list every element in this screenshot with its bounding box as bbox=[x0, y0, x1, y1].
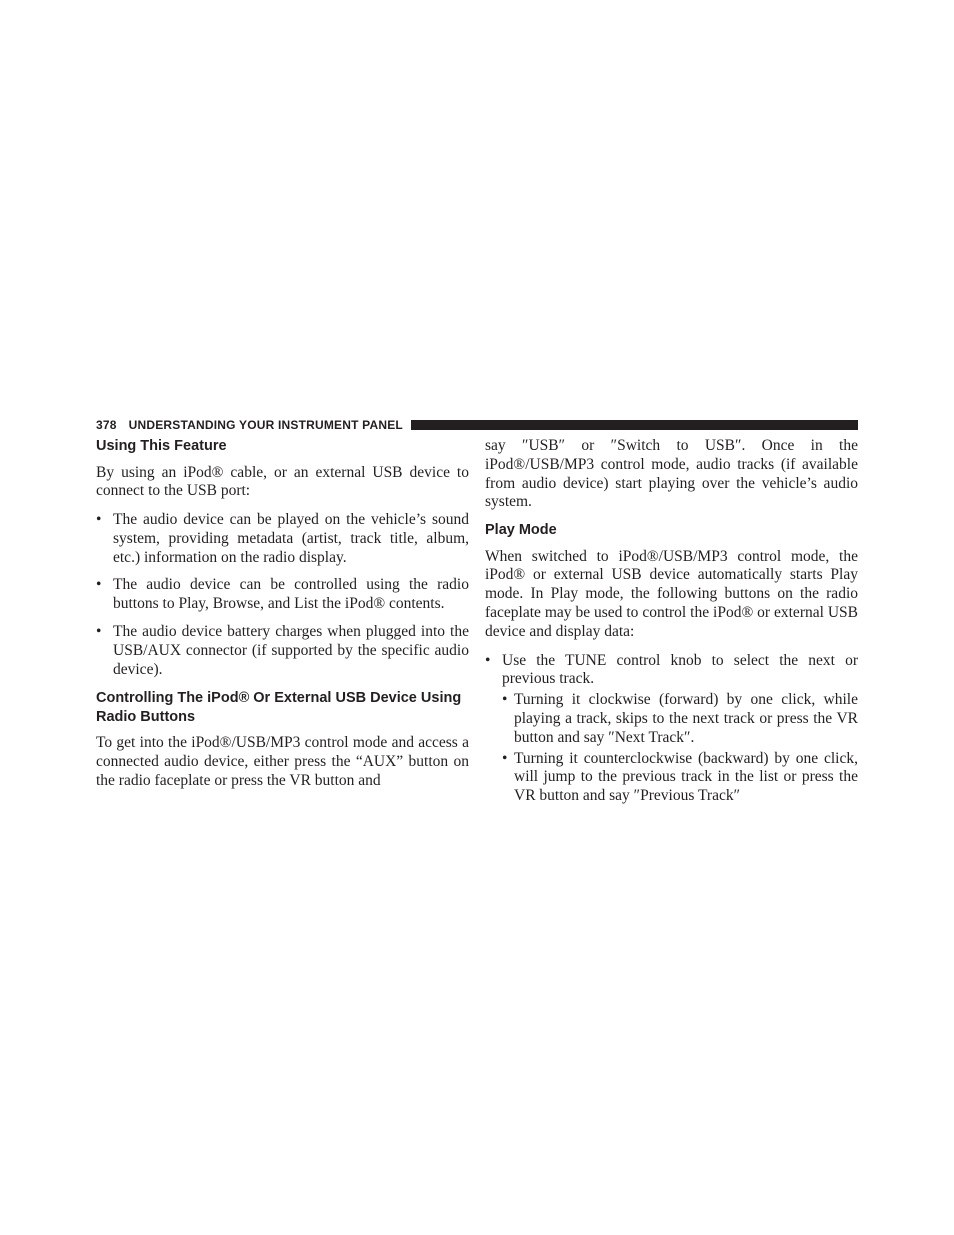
list-item-text: Turning it clockwise (forward) by one click, while playing a track, skips to the next track or press the VR button and say ″Next Track″. bbox=[514, 691, 858, 746]
bullet-icon: • bbox=[96, 511, 102, 529]
list-item bbox=[96, 511, 469, 567]
heading-play-mode: Play Mode bbox=[485, 522, 557, 539]
feature-bullet-list bbox=[96, 511, 469, 679]
list-item-text: The audio device can be controlled using the radio buttons to Play, Browse, and List the iPod® contents. bbox=[113, 576, 469, 613]
play-mode-paragraph: When switched to iPod®/USB/MP3 control mode, the iPod® or external USB device automatically starts Play mode. In Play mode, the following buttons on the radio faceplate may be used to control the iPod® or external USB device and display data: bbox=[485, 547, 858, 640]
list-item bbox=[96, 623, 469, 679]
page-header bbox=[96, 417, 858, 433]
bullet-icon: • bbox=[96, 623, 102, 641]
list-item bbox=[485, 652, 858, 806]
page-number: 378 bbox=[96, 418, 117, 432]
bullet-icon: • bbox=[485, 651, 491, 669]
bullet-icon: • bbox=[502, 691, 508, 709]
heading-controlling-ipod: Controlling The iPod® Or External USB Device Using Radio Buttons bbox=[96, 690, 462, 725]
left-column bbox=[96, 437, 469, 791]
list-item-text: Turning it counterclockwise (backward) by one click, will jump to the previous track in the list or press the VR button and say ″Previous Track″ bbox=[514, 749, 858, 805]
list-item-text: The audio device can be played on the vehicle’s sound system, providing metadata (artist, track title, album, etc.) information on the radio display. bbox=[113, 511, 469, 566]
list-item-text: Use the TUNE control knob to select the next or previous track. bbox=[502, 651, 858, 688]
list-item-text: The audio device battery charges when plugged into the USB/AUX connector (if supported by the specific audio device). bbox=[113, 623, 469, 678]
list-item bbox=[502, 691, 858, 747]
list-item bbox=[96, 576, 469, 614]
sub-bullet-list bbox=[502, 691, 858, 806]
heading-using-this-feature: Using This Feature bbox=[96, 438, 227, 454]
play-mode-bullet-list bbox=[485, 652, 858, 806]
controlling-paragraph: To get into the iPod®/USB/MP3 control mode and access a connected audio device, either press the “AUX” button on the radio faceplate or press the VR button and bbox=[96, 734, 469, 790]
right-column bbox=[485, 437, 858, 806]
header-rule bbox=[411, 420, 858, 430]
list-item bbox=[502, 750, 858, 806]
bullet-icon: • bbox=[502, 749, 508, 767]
section-title: UNDERSTANDING YOUR INSTRUMENT PANEL bbox=[128, 418, 403, 432]
intro-paragraph: By using an iPod® cable, or an external USB device to connect to the USB port: bbox=[96, 463, 469, 500]
bullet-icon: • bbox=[96, 576, 102, 594]
continued-paragraph: say ″USB″ or ″Switch to USB″. Once in the iPod®/USB/MP3 control mode, audio tracks (if available from audio device) start playing over the vehicle’s audio system. bbox=[485, 437, 858, 511]
